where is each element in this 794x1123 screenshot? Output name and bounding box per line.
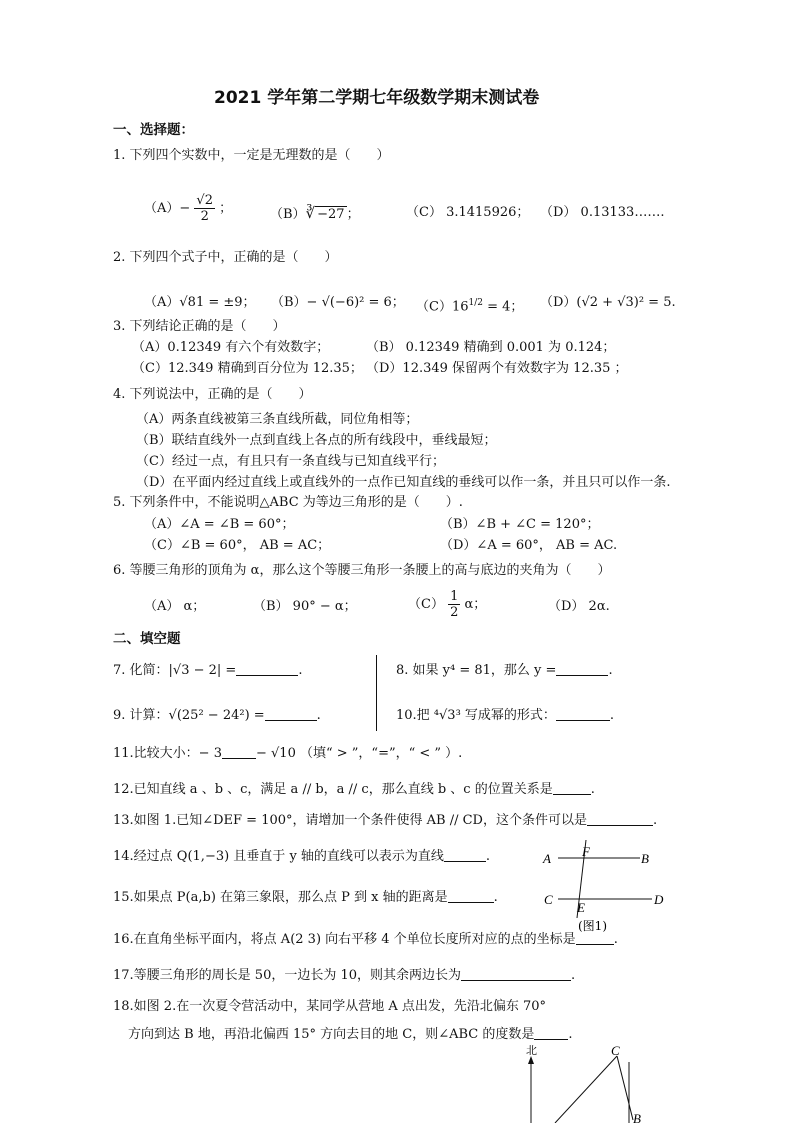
section-2-heading: 二、填空题 <box>113 631 181 647</box>
q1-option-b: （B）∛ −27 ； <box>270 204 360 222</box>
fig1-label-d: D <box>654 892 664 907</box>
answer-blank[interactable] <box>556 662 608 676</box>
fig1-label-b: B <box>641 851 649 866</box>
q1-stem: 1. 下列四个实数中，一定是无理数的是（ ） <box>113 148 390 163</box>
q15: 15.如果点 P(a,b) 在第三象限，那么点 P 到 x 轴的距离是 . <box>113 890 498 905</box>
q2-option-b: （B）− √(−6)² = 6； <box>271 295 405 310</box>
q2-stem: 2. 下列四个式子中，正确的是（ ） <box>113 250 338 265</box>
column-divider <box>376 655 377 731</box>
q6-option-b: （B） 90° − α； <box>253 599 357 614</box>
q17: 17.等腰三角形的周长是 50，一边长为 10，则其余两边长为 . <box>113 968 576 983</box>
q14: 14.经过点 Q(1,−3) 且垂直于 y 轴的直线可以表示为直线 . <box>113 849 491 864</box>
section-1-heading: 一、选择题： <box>113 122 194 138</box>
q5-option-d: （D）∠A = 60°， AB = AC. <box>440 538 618 553</box>
fig2-label-c: C <box>611 1043 620 1058</box>
q4-option-d: （D）在平面内经过直线上或直线外的一点作已知直线的垂线可以作一条，并且只可以作一条. <box>136 475 671 490</box>
fraction: $\frac{√2}{2}$ <box>196 193 213 224</box>
q6-option-a: （A） α； <box>144 599 206 614</box>
answer-blank[interactable] <box>556 707 610 721</box>
q6-option-c: （C） $\frac{1}{2}$ α； <box>408 589 487 620</box>
line-to-c <box>555 1056 617 1123</box>
fig1-label-c: C <box>544 892 553 907</box>
q11: 11.比较大小：− 3 − √10 （填“ > ”，“=”，“ < ” ）. <box>113 746 463 761</box>
fig2-north-label: 北 <box>526 1044 537 1057</box>
q4-option-a: （A）两条直线被第三条直线所截，同位角相等； <box>136 412 419 427</box>
q18-line2: 方向到达 B 地，再沿北偏西 15° 方向去目的地 C，则∠ABC 的度数是 . <box>128 1027 573 1042</box>
q8: 8. 如果 y⁴ = 81，那么 y = . <box>396 663 613 678</box>
q6-option-d: （D） 2α. <box>548 599 610 614</box>
q2-option-c: $(C)16^{1/2} = 4$； <box>416 298 524 315</box>
q3-option-d: （D）12.349 保留两个有效数字为 12.35 ； <box>366 361 628 376</box>
q13: 13.如图 1.已知∠DEF = 100°，请增加一个条件使得 AB // CD，这个条件可以是 . <box>113 813 658 828</box>
q4-stem: 4. 下列说法中，正确的是（ ） <box>113 387 312 402</box>
figure-2 <box>515 1042 655 1123</box>
q2-option-d: （D）(√2 + √3)² = 5. <box>540 295 676 310</box>
answer-blank[interactable] <box>236 662 298 676</box>
q10: 10.把 ⁴√3³ 写成幂的形式： . <box>396 708 615 723</box>
fig1-label-a: A <box>543 851 551 866</box>
q1-option-a: （A）− $\frac{√2}{2}$ ； <box>144 193 233 224</box>
q6-stem: 6. 等腰三角形的顶角为 α，那么这个等腰三角形一条腰上的高与底边的夹角为（ ） <box>113 563 611 578</box>
answer-blank[interactable] <box>444 848 486 862</box>
q9: 9. 计算：√(25² − 24²) = . <box>113 708 321 723</box>
north-arrowhead <box>528 1056 534 1064</box>
q3-option-c: （C）12.349 精确到百分位为 12.35； <box>132 361 363 376</box>
answer-blank[interactable] <box>448 889 494 903</box>
fig1-label-e: E <box>577 900 585 915</box>
q12: 12.已知直线 a 、b 、c，满足 a // b，a // c，那么直线 b 、c 的位置关系是 . <box>113 782 595 797</box>
q5-stem: 5. 下列条件中，不能说明△ABC 为等边三角形的是（ ）. <box>113 495 463 510</box>
q18-line1: 18.如图 2.在一次夏令营活动中，某同学从营地 A 点出发，先沿北偏东 70° <box>113 999 547 1014</box>
page-title: 2021 学年第二学期七年级数学期末测试卷 <box>214 88 540 108</box>
fig1-label-f: F <box>582 844 590 859</box>
q5-option-c: （C）∠B = 60°， AB = AC； <box>144 538 331 553</box>
q3-option-a: （A）0.12349 有六个有效数字； <box>132 340 330 355</box>
fig1-caption: (图1) <box>578 919 607 933</box>
fraction: $\frac{1}{2}$ <box>450 589 459 620</box>
q5-option-a: （A）∠A = ∠B = 60°； <box>144 517 295 532</box>
q5-option-b: （B）∠B + ∠C = 120°； <box>440 517 600 532</box>
q3-stem: 3. 下列结论正确的是（ ） <box>113 319 286 334</box>
answer-blank[interactable] <box>265 707 317 721</box>
q16: 16.在直角坐标平面内，将点 A(2 3) 向右平移 4 个单位长度所对应的点的坐标是 . <box>113 932 618 947</box>
q1-option-c: （C） 3.1415926； <box>406 205 530 220</box>
answer-blank[interactable] <box>587 812 653 826</box>
figure-1 <box>540 838 680 938</box>
answer-blank[interactable] <box>553 781 591 795</box>
q1-option-d: （D） 0.13133……. <box>540 205 665 220</box>
line-cb <box>617 1056 633 1120</box>
fig2-label-b: B <box>633 1111 641 1123</box>
answer-blank[interactable] <box>461 967 571 981</box>
q7: 7. 化简：|√3 − 2| = . <box>113 663 303 678</box>
q2-option-a: （A）√81 = ±9； <box>144 295 256 310</box>
q4-option-c: （C）经过一点，有且只有一条直线与已知直线平行； <box>136 454 445 469</box>
answer-blank[interactable] <box>222 745 256 759</box>
answer-blank[interactable] <box>534 1026 568 1040</box>
q4-option-b: （B）联结直线外一点到直线上各点的所有线段中，垂线最短； <box>136 433 497 448</box>
q3-option-b: （B） 0.12349 精确到 0.001 为 0.124； <box>366 340 616 355</box>
